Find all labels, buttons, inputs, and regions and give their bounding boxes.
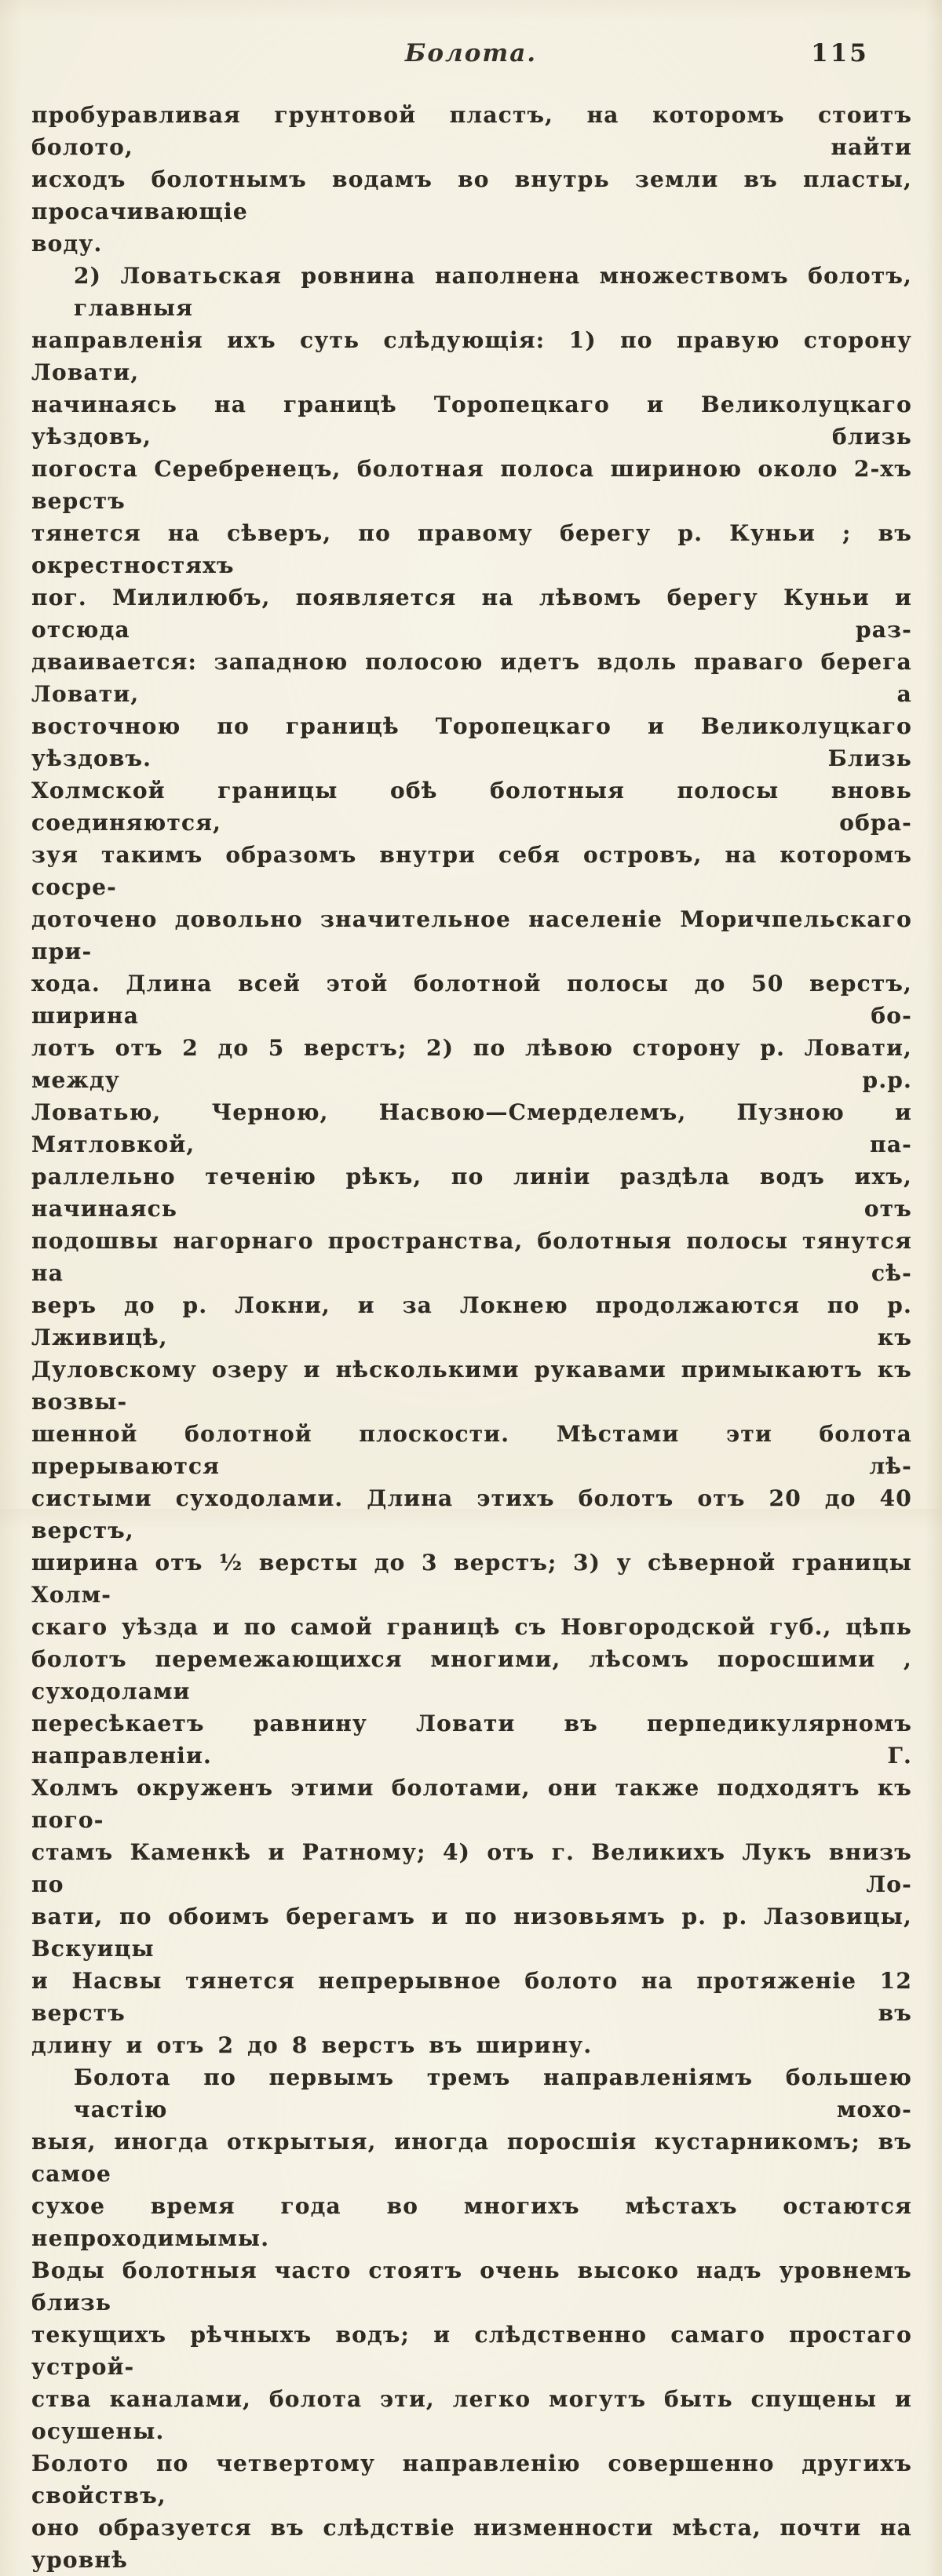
text-line: систыми суходолами. Длина этихъ болотъ отъ 20 до 40 верстъ, [31,1485,912,1543]
paragraph [31,260,912,2061]
text-line: шенной болотной плоскости. Мѣстами эти болота прерываются лѣ- [31,1421,912,1479]
text-line: пог. Милилюбъ, появляется на лѣвомъ берегу Куньи и отсюда раз- [31,585,912,643]
text-line: оно образуется въ слѣдствіе низменности мѣста, почти на уровнѣ [31,2515,912,2573]
text-line: Болота по первымъ тремъ направленіямъ большею частію мохо- [74,2064,912,2122]
text-line: выя, иногда открытыя, иногда поросшія кустарникомъ; въ самое [31,2129,912,2187]
text-line: ширина отъ ½ версты до 3 верстъ; 3) у сѣверной границы Холм- [31,1550,912,1608]
text-line: дваивается: западною полосою идетъ вдоль праваго берега Ловати, а [31,649,912,707]
text-line: стамъ Каменкѣ и Ратному; 4) отъ г. Великихъ Лукъ внизъ по Ло- [31,1839,912,1897]
text-line: раллельно теченію рѣкъ, по линіи раздѣла водъ ихъ, начинаясь отъ [31,1164,912,1222]
text-line: пробуравливая грунтовой пластъ, на которомъ стоитъ болото, найти [31,102,912,160]
text-line: хода. Длина всей этой болотной полосы до 50 верстъ, ширина бо- [31,971,912,1029]
text-line: тянется на сѣверъ, по правому берегу р. Куньи ; въ окрестностяхъ [31,520,912,578]
text-line: воду. [31,231,103,257]
text-line: длину и отъ 2 до 8 верстъ въ ширину. [31,2032,593,2058]
page-body [31,99,912,2576]
running-head [31,39,911,74]
text-line: Дуловскому озеру и нѣсколькими рукавами примыкаютъ къ возвы- [31,1357,912,1415]
text-line: сухое время года во многихъ мѣстахъ остаются непроходимымы. [31,2193,912,2251]
text-line: скаго уѣзда и по самой границѣ съ Новгородской губ., цѣпь [31,1614,912,1640]
text-line: Холмъ окруженъ этими болотами, они также подходятъ къ пого- [31,1775,912,1833]
text-line: направленія ихъ суть слѣдующія: 1) по правую сторону Ловати, [31,327,912,385]
text-line: подошвы нагорнаго пространства, болотныя полосы тянутся на сѣ- [31,1228,912,1286]
page-number: 115 [811,39,869,67]
text-line: текущихъ рѣчныхъ водъ; и слѣдственно самаго простаго устрой- [31,2322,912,2380]
text-line: ства каналами, болота эти, легко могутъ быть спущены и осушены. [31,2386,912,2444]
text-line: вати, по обоимъ берегамъ и по низовьямъ р. р. Лазовицы, Вскуицы [31,1904,912,1962]
text-line: веръ до р. Локни, и за Локнею продолжаются по р. Лживицѣ, къ [31,1292,912,1350]
text-line: и Насвы тянется непрерывное болото на протяженіе 12 верстъ въ [31,1968,912,2026]
text-line: доточено довольно значительное населеніе Моричпельскаго при- [31,906,912,964]
text-line: погоста Серебренецъ, болотная полоса шириною около 2-хъ верстъ [31,456,912,514]
text-line: пересѣкаетъ равнину Ловати въ перпедикулярномъ направленіи. Г. [31,1711,912,1769]
text-line: начинаясь на границѣ Торопецкаго и Великолуцкаго уѣздовъ, близь [31,392,912,450]
page-title: Болота. [404,39,538,67]
text-line: восточною по границѣ Торопецкаго и Великолуцкаго уѣздовъ. Близь [31,713,912,771]
text-line: исходъ болотнымъ водамъ во внутрь земли въ пласты, просачивающіе [31,166,912,224]
text-line: зуя такимъ образомъ внутри себя островъ, на которомъ сосре- [31,842,912,900]
paragraph [31,99,912,260]
text-line: лотъ отъ 2 до 5 верстъ; 2) по лѣвою сторону р. Ловати, между р.р. [31,1035,912,1093]
text-line: Воды болотныя часто стоятъ очень высоко надъ уровнемъ близь [31,2257,912,2315]
text-line: Ловатью, Черною, Насвою—Смерделемъ, Пузною и Мятловкой, па- [31,1099,912,1157]
text-line: Болото по четвертому направленію совершенно другихъ свойствъ, [31,2450,912,2509]
text-line: болотъ перемежающихся многими, лѣсомъ поросшими , суходолами [31,1646,912,1704]
paragraph [31,2061,912,2576]
text-line: 2) Ловатьская ровнина наполнена множествомъ болотъ, главныя [74,263,912,321]
text-line: Холмской границы обѣ болотныя полосы вновь соединяются, обра- [31,778,912,836]
